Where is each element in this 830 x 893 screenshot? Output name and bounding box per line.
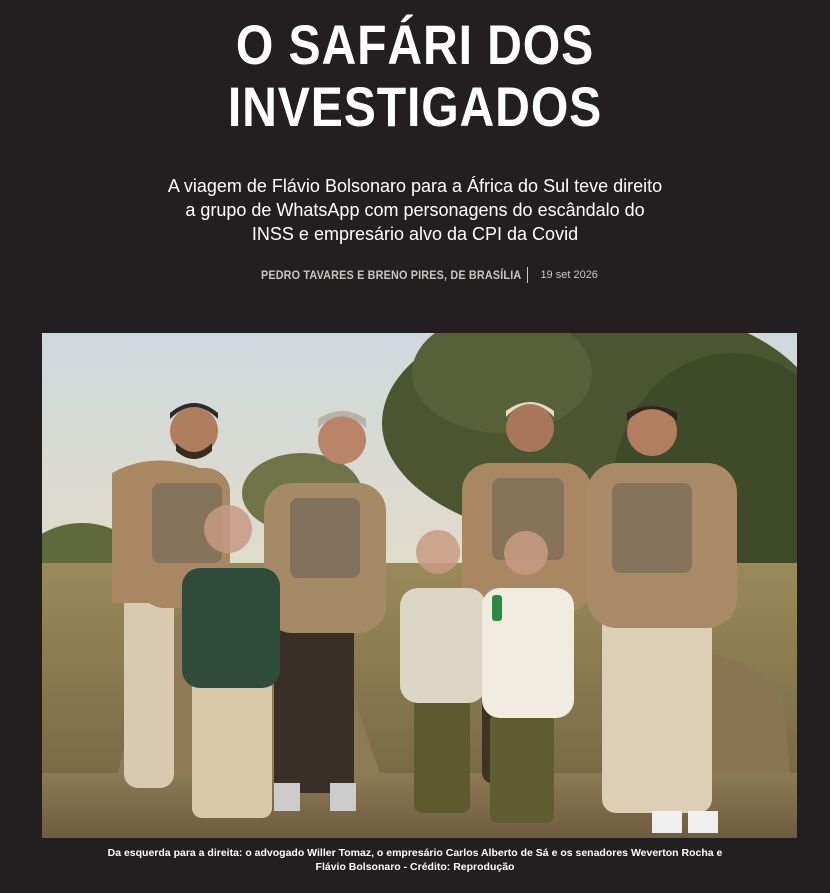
article-dek: A viagem de Flávio Bolsonaro para a África do Sul teve direito a grupo de WhatsApp com personagens do escândalo do INSS e empresário alvo da CPI da Covid [167,176,663,244]
publish-date: 19 set 2026 [540,268,598,281]
headline-line-2: INVESTIGADOS [227,75,603,138]
byline-divider [527,267,528,283]
photo-caption: Da esquerda para a direita: o advogado Willer Tomaz, o empresário Carlos Alberto de Sá e os senadores Weverton Rocha e Flávio Bolsonaro - Crédito: Reprodução [107,847,723,873]
headline-line-1: O SAFÁRI DOS [235,13,595,76]
safari-group-photo [42,333,797,838]
byline [0,266,830,283]
article-photo[interactable] [42,333,797,838]
author-names[interactable]: PEDRO TAVARES E BRENO PIRES, DE BRASÍLIA [261,267,522,282]
headline [58,14,772,138]
